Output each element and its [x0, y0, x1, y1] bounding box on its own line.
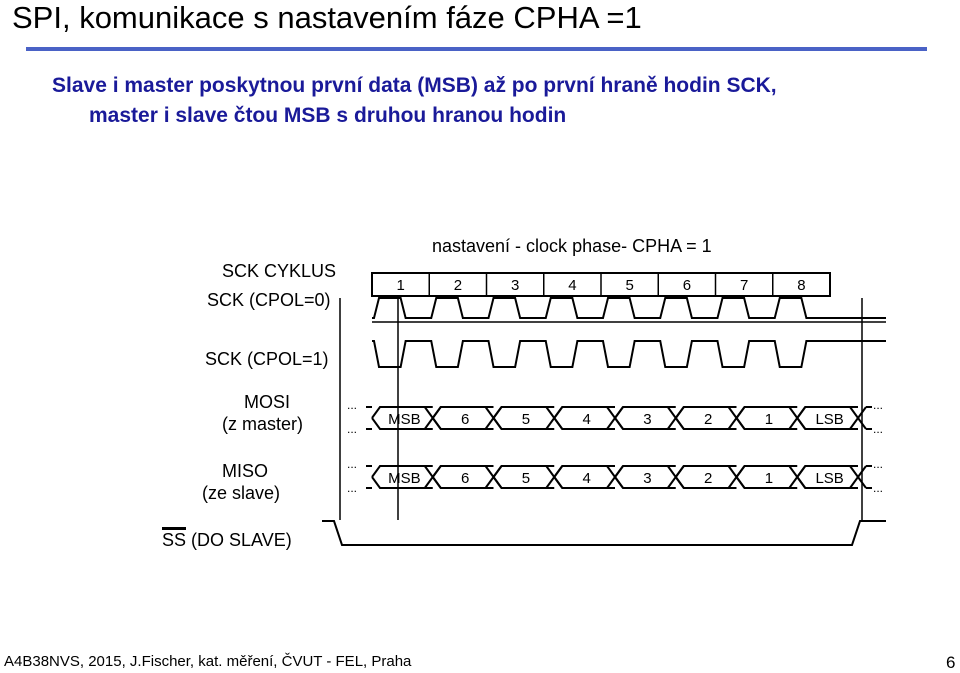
miso-bit-6: 2 — [703, 470, 713, 487]
slide-title: SPI, komunikace s nastavením fáze CPHA =1 — [12, 0, 642, 35]
subtitle-line-1: Slave i master poskytnou první data (MSB) až po první hraně hodin SCK, — [52, 74, 777, 97]
label-sck-cpol1: SCK (CPOL=1) — [205, 349, 329, 369]
sck-cycle-number-2: 2 — [453, 277, 463, 294]
ss-overbar-text: SS — [162, 527, 186, 549]
label-sck-cycle: SCK CYKLUS — [222, 261, 337, 281]
miso-bit-1: MSB — [388, 470, 421, 487]
miso-ellipsis-tail-bottom: ... — [872, 481, 884, 495]
sck-cpol0-waveform — [372, 298, 886, 318]
sck-cycle-number-7: 7 — [739, 277, 749, 294]
label-mosi-source: (z master) — [222, 414, 303, 434]
page-number: 6 — [946, 653, 956, 672]
sck-cycle-number-6: 6 — [682, 277, 692, 294]
mosi-bit-7: 1 — [764, 411, 774, 428]
sck-cycle-number-4: 4 — [568, 277, 577, 294]
label-sck-cpol0: SCK (CPOL=0) — [207, 290, 331, 310]
sck-cycle-number-1: 1 — [396, 277, 405, 294]
label-miso: MISO — [222, 461, 269, 481]
mosi-ellipsis-lead-bottom: ... — [346, 422, 358, 436]
miso-bit-7: 1 — [764, 470, 774, 487]
label-mosi: MOSI — [244, 392, 291, 412]
sck-cycle-number-8: 8 — [797, 277, 806, 294]
miso-ellipsis-lead-top: ... — [346, 457, 358, 471]
mosi-bit-8: LSB — [815, 411, 844, 428]
mosi-bit-4: 4 — [582, 411, 591, 428]
ss-waveform — [322, 521, 886, 545]
miso-bit-3: 5 — [521, 470, 531, 487]
phase-caption: nastavení - clock phase- CPHA = 1 — [432, 236, 712, 256]
mosi-bit-3: 5 — [521, 411, 531, 428]
mosi-bit-6: 2 — [703, 411, 713, 428]
mosi-ellipsis-lead-top: ... — [346, 398, 358, 412]
miso-ellipsis-tail-top: ... — [872, 457, 884, 471]
sck-cpol1-waveform — [372, 341, 886, 367]
subtitle-line-2: master i slave čtou MSB s druhou hranou hodin — [89, 104, 567, 127]
footer-credit: A4B38NVS, 2015, J.Fischer, kat. měření, ČVUT - FEL, Praha — [4, 653, 412, 670]
ss-rest-text: (DO SLAVE) — [186, 530, 292, 550]
mosi-bit-2: 6 — [460, 411, 470, 428]
sck-cycle-number-5: 5 — [625, 277, 634, 294]
sck-cycle-number-3: 3 — [510, 277, 520, 294]
mosi-ellipsis-tail-top: ... — [872, 398, 884, 412]
miso-bit-5: 3 — [643, 470, 652, 487]
mosi-ellipsis-tail-bottom: ... — [872, 422, 884, 436]
mosi-bit-5: 3 — [643, 411, 652, 428]
miso-bit-4: 4 — [582, 470, 591, 487]
miso-ellipsis-lead-bottom: ... — [346, 481, 358, 495]
miso-bit-8: LSB — [815, 470, 844, 487]
miso-bit-2: 6 — [460, 470, 470, 487]
label-miso-source: (ze slave) — [202, 483, 281, 503]
mosi-bit-1: MSB — [388, 411, 421, 428]
